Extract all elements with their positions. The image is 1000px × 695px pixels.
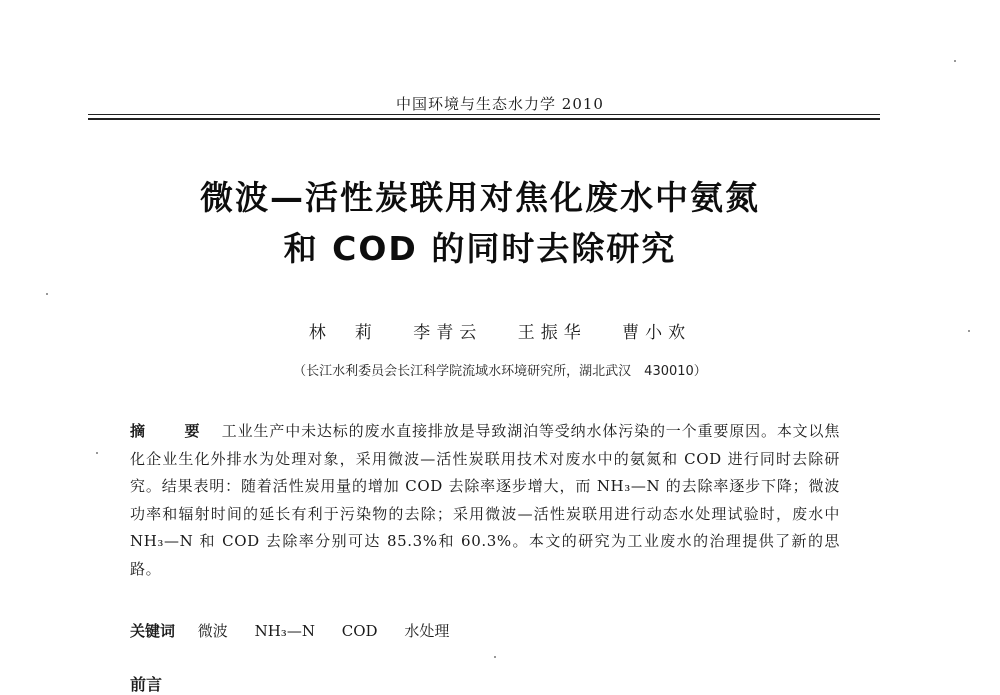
abstract-block [130,418,840,583]
keywords-label: 关键词 [130,622,176,640]
keyword: NH₃—N [254,622,315,640]
author-name: 李青云 [413,323,483,343]
author-name: 王振华 [517,323,587,343]
header-rule-thick [88,118,880,120]
author-name: 曹小欢 [622,323,692,343]
abstract-label: 摘 要 [130,422,212,440]
author-list [0,318,1000,343]
header-rule-thin [88,114,880,115]
keyword: COD [341,622,378,640]
scan-speck [494,656,496,658]
keywords-block [130,620,471,641]
abstract-text: 工业生产中未达标的废水直接排放是导致湖泊等受纳水体污染的一个重要原因。本文以焦化企业生化外排水为处理对象，采用微波—活性炭联用技术对废水中的氨氮和 COD 进行同时去除研究。结果表明：随着活性炭用量的增加 COD 去除率逐步增大，而 NH₃—N 的去除率逐步下降；微波功率和辐射时间的延长有利于污染物的去除；采用微波—活性炭联用进行动态水处理试验时，废水中 NH₃—N 和 COD 去除率分别可达 85.3%和 60.3%。本文的研究为工业废水的治理提供了新的思路。 [130,422,840,578]
paper-title-line-1: 微波—活性炭联用对焦化废水中氨氮 [200,178,760,217]
keyword: 微波 [197,622,228,640]
author-name: 林 莉 [308,323,378,343]
keyword: 水处理 [404,622,450,640]
journal-header: 中国环境与生态水力学 2010 [396,95,604,113]
section-heading-partial: 前言 [130,675,163,694]
scan-speck [96,452,98,454]
scan-speck [968,330,970,332]
scan-speck [954,60,956,62]
scan-speck [46,293,48,295]
author-affiliation: （长江水利委员会长江科学院流域水环境研究所，湖北武汉 430010） [293,364,707,379]
paper-title-line-2: 和 COD 的同时去除研究 [283,229,677,268]
